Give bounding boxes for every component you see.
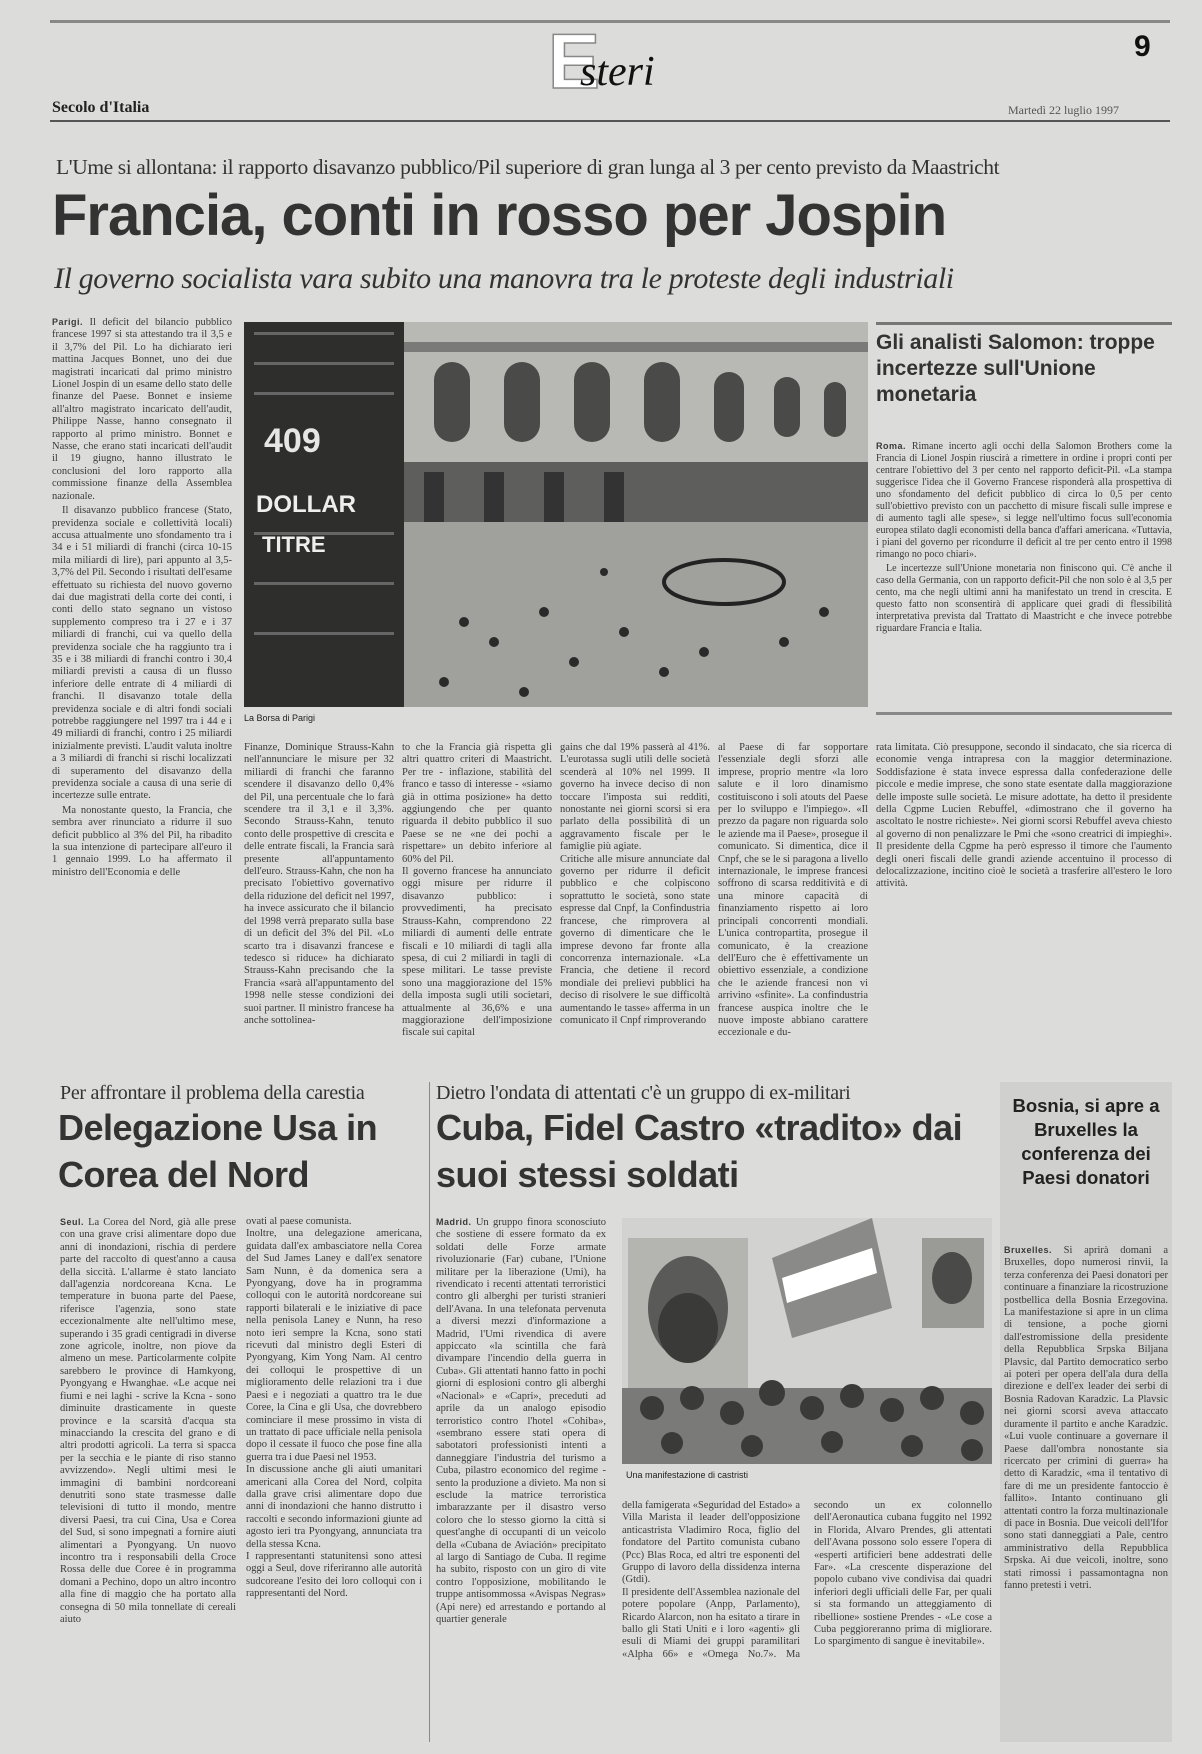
sidebar-top-rule <box>876 322 1172 325</box>
sidebar-bottom-rule <box>876 712 1172 715</box>
bosnia-body <box>1004 1244 1168 1740</box>
lead-headline: Francia, conti in rosso per Jospin <box>52 183 947 248</box>
lead-subhead: Il governo socialista vara subito una manovra tra le proteste degli industriali <box>54 262 954 295</box>
korea-headline: Delegazione Usa in Corea del Nord <box>58 1107 378 1195</box>
korea-column-1 <box>60 1216 236 1740</box>
bosnia-text: Si aprirà domani a Bruxelles, dopo numerosi rinvii, la terza conferenza dei Paesi donatori per continuare a finanziare la ricostruzione postbellica della Bosnia Erzegovina. La manifestazione si apre in un clima di tensione, a poche giorni dall'estromissione della presidente della Repubblica Srpska Biljana Plavsic, dal Partito democratico serbo ai poteri per opera dell'ala dura della direzione e dell'ex leader dei serbi di Bosnia Radovan Karadzic. La Plavsic nei giorni scorsi aveva attaccato duramente il partito e anche Karadzic. «Lui vuole continuare a governare il Paese dall'ombra nonostante sia ricercato per crimini di guerra» ha detto di Karadzic, «ma il tentativo di fare di me un presidente fantoccio è fallito». Intanto continuano gli attentati contro la forza multinazionale di pace in Bosnia. Due veicoli dell'Ifor sono stati danneggiati a Pale, centro amministrativo della Repubblica Srpska. Ai due veicoli, inoltre, sono stati rimossi i passamontagna non fanno pretesti i vetri. <box>1004 1245 1168 1591</box>
section-title <box>548 17 688 105</box>
castro-photo-caption: Una manifestazione di castristi <box>626 1470 749 1480</box>
lead-column-2: Finanze, Dominique Strauss-Kahn nell'annunciare le misure per 32 miliardi di franchi che faranno scendere il disavanzo dello 0,4% del Pil, una percentuale che lo farà scendere tra il 3,1 e il 3,3%. Secondo Strauss-Kahn, tenuto conto delle prospettive di crescita e delle entrate fiscali, la Francia sarà presente all'appuntamento dell'euro. Strauss-Kahn, che non ha precisato l'obiettivo governativo della riduzione del deficit nel 1997, ha invece assicurato che il bilancio del 1998 verrà preparato sulla base di un deficit del 3% del Pil. «Lo scarto tra i disavanzi francese e tedesco si riduce» ha dichiarato Strauss-Kahn precisando che la Francia «sarà all'appuntamento del 1998 nelle stesse condizioni dei suoi partner. Il ministro francese ha anche sottolinea- <box>244 742 394 1026</box>
lead-column-5: al Paese di far sopportare l'essenziale degli sforzi alle imprese, proprio mentre «la loro salute e il loro dinamismo costituiscono i soli atouts del Paese per lo sviluppo e l'impiego». «Il prezzo da pagare non riguarda solo le aziende ma il Paese», prosegue il comunicato. Si dimentica, dice il Cnpf, che se le si paragona a livello internazionale, le imprese francesi soffrono di scarsa redditività e di una minore capacità di finanziamento rispetto ai loro principali concorrenti mondiali. L'unica contropartita, prosegue il comunicato, è la creazione dell'Euro che è effettivamente un obiettivo essenziale, a condizione che le aziende francesi non vi arrivino «sfinite». La confindustria francese auspica inoltre che le nuove imposte abbiano carattere eccezionale e du- <box>718 742 868 1039</box>
cuba-dateline: Madrid. <box>436 1217 472 1227</box>
masthead-rule <box>50 120 1170 122</box>
sidebar-text-2: Le incertezze sull'Unione monetaria non finiscono qui. C'è anche il caso della Germania, con un rapporto deficit-Pil che non solo è al 3,5 per cento, ma che negli ultimi anni ha manifestato un trend in crescita. E questo fatto non sconsentirà di applicare quei gradi di flessibilità interpretativa prevista dal Trattato di Maastricht e che invece potrebbe riguardare Francia e Italia. <box>876 563 1172 634</box>
cuba-column-1 <box>436 1216 606 1740</box>
lead-text-1: Il deficit del bilancio pubblico francese 1997 si sta attestando tra il 3,5 e il 3,7% del Pil. Lo ha dichiarato ieri mattina Jacques Bonnet, uno dei due magistrati incaricati dal primo ministro Lionel Jospin di un esame dello stato delle finanze del Paese. Bonnet e insieme all'altro magistrato incaricato dell'audit, Philippe Nasse, hanno consegnato il rapporto al primo ministro. Bonnet e Nasse, che erano stati incaricati dell'audit il 19 giugno, hanno illustrato le conclusioni del loro rapporto alla commissione finanze della Assemblea nazionale. <box>52 317 232 502</box>
lead-text-2: Il disavanzo pubblico francese (Stato, previdenza sociale e collettività locali) accusa attualmente uno sfondamento tra i 34 e i 51 miliardi di franchi (circa 10-15 mila miliardi di lire), pari appunto al 3,5-3,7% del Pil. Secondo i risultati dell'esame effettuato su richiesta del nuovo governo dai due magistrati della corte dei conti, i conti dello stato segnano un vistoso supplemento compreso tra i 27 e i 37 miliardi di franchi, cui va quello della previdenza sociale che ha raggiunto tra i 35 e i 38 miliardi di franchi contro i 30,4 miliardi previsti a causa di un flusso inferiore delle entrate di 4 miliardi di franchi. Il disavanzo totale della previdenza sociale e di altri fondi sociali potrebbe raggiungere nel 1997 tra i 44 e i 49 miliardi di franchi, contro i 25 miliardi inizialmente previsti. L'audit valuta inoltre a 3 miliardi di franchi si rischi localizzati di superamento del disavanzo della previdenza sociale a causa di una serie di incertezze sulle entrate. <box>52 505 232 802</box>
lead-column-1 <box>52 316 232 1060</box>
sidebar-body <box>876 440 1172 702</box>
korea-text-1: La Corea del Nord, già alle prese con una grave crisi alimentare dopo due anni di inondazioni, rischia di perdere parte del raccolto di quest'anno a causa della siccità. L'allarme è stato lanciato dall'agenzia nordcoreana Kcna. Le temperature in buona parte del Paese, riferisce l'agenzia, sono state eccezionalmente alte nell'ultimo mese, superando i 35 gradi centigradi in diverse zone agricole, inoltre, non piove da almeno un mese. Particolarmente colpite sarebbero le province di Hamkyong, Pyongyang e Hwanghae. «Le acque nei fiumi e nei laghi - scrive la Kcna - sono diminuite drasticamente in queste province e la scarsità d'acqua sta minacciando la crescita del grano e di altri prodotti agricoli. La terra si spacca per la secchia e le piante di riso stanno avvizzendo». Negli ultimi mesi le immagini di bambini nordcoreani denutriti sono state trasmesse dalle televisioni di tutto il mondo, mentre diversi Paesi, tra cui Cina, Usa e Corea del Sud, si sono impegnati a fornire aiuti alimentari a Pyongyang. Un nuovo incontro tra i responsabili della Croce Rossa delle due Coree è in programma domani a Pechino, dopo un altro incontro alla fine di maggio che ha portato alla consegna di 50 mila tonnellate di cereali aiuto <box>60 1217 236 1625</box>
borsa-photo-image <box>244 322 868 707</box>
sidebar-text-1: Rimane incerto agli occhi della Salomon Brothers come la Francia di Lionel Jospin riuscirà a rimettere in ordine i propri conti per centrare l'obiettivo del 3 per cento nel rapporto deficit-Pil. «La stampa suggerisce l'idea che il Governo Francese risponderà alla prospettiva di uno sfondamento del deficit pubblico di circa lo 0,5 per cento sull'obiettivo previsto con un pacchetto di misure fiscali sulle imprese e di aumento tagli alle spese», si legge nell'ultimo focus sull'economia europea stilato dagli economisti della banca d'affari americana. «Tuttavia, i piani del governo per ricondurre il deficit al tre per cento entro il 1998 rimango no poco chiari». <box>876 441 1172 560</box>
bosnia-dateline: Bruxelles. <box>1004 1245 1053 1255</box>
lead-text-3: Ma nonostante questo, la Francia, che sembra aver rinunciato a ridurre il suo deficit pubblico al 3% del Pil, ha ribadito la sua intenzione di partecipare all'euro il 1 gennaio 1999. Lo ha affermato il ministro dell'Economia e delle <box>52 804 232 878</box>
cuba-kicker: Dietro l'ondata di attentati c'è un gruppo di ex-militari <box>436 1082 851 1104</box>
cuba-headline: Cuba, Fidel Castro «tradito» dai suoi stessi soldati <box>436 1107 963 1195</box>
borsa-photo-caption: La Borsa di Parigi <box>244 713 316 723</box>
borsa-photo <box>244 322 868 707</box>
board-text-1: 409 <box>264 422 321 460</box>
paper-name: Secolo d'Italia <box>52 99 150 116</box>
lead-column-6: rata limitata. Ciò presuppone, secondo il sindacato, che sia ricerca di economie venga intrapresa con la maggior determinazione. Soddisfazione è stata invece espressa dalla confederazione delle piccole e medie imprese, che sono state esentate dalla maggiorazione delle imposte sulle società. Le misure adottate, ha detto il presidente della Cgpme Lucien Rebuffel, «dimostrano che il governo ha ascoltato le nostre richieste». Nei giorni scorsi Rebuffel aveva chiesto al governo di non penalizzare le Pmi che «sono creatrici di impieghi». Il presidente della Cgpme ha però espresso il timore che l'aumento degli oneri fiscali delle grandi aziende accentuino il processo di delocalizzazione, incitino cioè le società a trasferire all'estero le loro attività. <box>876 742 1172 890</box>
korea-cuba-divider <box>429 1082 430 1742</box>
korea-column-2: ovati al paese comunista. Inoltre, una delegazione americana, guidata dall'ex ambasciatore nella Corea del Sud James Laney e dall'ex senatore Sam Nunn, è da domenica sera a Pyongyang, dove ha in programma colloqui con le autorità nordcoreane sui rapporti bilaterali e le iniziative di pace nella penisola Laney e Nunn, ha reso noto ieri sempre la Kcna, sono stati ricevuti dal ministro degli Esteri di Pyongyang, Kim Yong Nam. Al centro dei colloqui le prospettive di un miglioramento delle relazioni tra i due Paesi e i negoziati a quattro tra le due Coree, la Cina e gli Usa, che dovrebbero cominciare il mese prossimo in vista di un trattato di pace ufficiale nella penisola dopo il cessate il fuoco che pose fine alla guerra tra i due Paesi nel 1953. In discussione anche gli aiuti umanitari americani alla Corea del Nord, colpita dalla grave crisi alimentare dopo due anni di inondazioni che hanno distrutto i raccolti e secondo informazioni giunte ad agosto ieri tra Pyongyang, annunciata tra della stessa Kcna. I rappresentanti statunitensi sono attesi oggi a Seul, dove riferiranno alle autorità sudcoreane l'esito dei loro colloqui con i rappresentanti del Nord. <box>246 1216 422 1600</box>
sidebar-dateline: Roma. <box>876 441 907 451</box>
lead-kicker: L'Ume si allontana: il rapporto disavanzo pubblico/Pil superiore di gran lunga al 3 per cento previsto da Maastricht <box>56 155 1000 179</box>
lead-column-4: gains che dal 19% passerà al 41%. L'eurotassa sugli utili delle società scenderà al 10% nel 1999. Il governo ha invece deciso di non toccare l'imposta sui redditi, nonostante nei giorni scorsi si era parlato della possibilità di un aggravamento fiscale per le famiglie più agiate. Critiche alle misure annunciate dal governo per ridurre il deficit pubblico e che colpiscono soprattutto le società, sono state espresse dal Cnpf, la Confindustria francese, che rimprovera al governo di dimenticare che le imprese devono far fronte alla concorrenza internazionale. «La Francia, che detiene il record mondiale dei prelievi pubblici ha deciso di risolvere le sue difficoltà aumentando le tasse» afferma in un comunicato il Cnpf rimproverando <box>560 742 710 1026</box>
cuba-column-2: della famigerata «Seguridad del Estado» a Villa Marista il leader dell'opposizione anticastrista Vladimiro Roca, figlio del fondatore del Partito comunista cubano (Pcc) Blas Roca, ed altri tre esponenti del Gruppo di lavoro della dissidenza interna (Gtdi). Il presidente dell'Assemblea nazionale del potere popolare (Anpp, Parlamento), Ricardo Alarcon, non ha esitato a tirare in ballo gli Stati Uniti e i loro «agenti» gli esuli di Miami dei gruppi paramilitari «Alpha 66» e «Omega No.7». Ma secondo un ex colonnello dell'Aeronautica cubana fuggito nel 1992 in Florida, Alvaro Prendes, gli attentati dell'Avana possono solo essere l'opera di «esperti artificieri bene addestrati delle Far». «La crescente disperazione del popolo cubano vive condivisa dai quadri inferiori degli ufficiali delle Far, per quali si sta formando un atteggiamento di ribellione» sostiene Prendes - «Le cose a Cuba peggioreranno prima di migliorare. Lo spargimento di sangue è inevitabile». <box>622 1500 992 1660</box>
castro-photo <box>622 1218 992 1464</box>
sidebar-headline: Gli analisti Salomon: troppe incertezze sull'Unione monetaria <box>876 331 1155 406</box>
korea-dateline: Seul. <box>60 1217 85 1227</box>
issue-date: Martedì 22 luglio 1997 <box>1008 103 1119 117</box>
board-text-2: DOLLAR <box>256 491 356 518</box>
bosnia-headline: Bosnia, si apre a Bruxelles la conferenza dei Paesi donatori <box>1012 1095 1160 1188</box>
castro-photo-image <box>622 1218 992 1464</box>
section-initial: E <box>548 17 601 105</box>
korea-kicker: Per affrontare il problema della carestia <box>60 1082 365 1104</box>
lead-dateline: Parigi. <box>52 317 84 327</box>
board-text-3: TITRE <box>262 532 326 557</box>
lead-column-3: to che la Francia già rispetta gli altri quattro criteri di Maastricht. Per tre - inflazione, stabilità del franco e tasso di interesse - «siamo già in ottima posizione» ha detto aggiungendo che per quanto riguarda il debito pubblico il suo Paese se ne «ne dei pochi a rispettare» un debito inferiore al 60% del Pil. Il governo francese ha annunciato oggi misure per ridurre il disavanzo pubblico: i provvedimenti, ha precisato Strauss-Kahn, comprendono 22 miliardi di aumenti delle entrate fiscali e 10 miliardi di tagli alla spesa, di cui 2 miliardi in tagli di spese militari. Le tasse previste sono una maggiorazione del 15% della imposta sugli utili societari, attualmente al 36,6% e una maggiorazione dell'imposizione fiscale sui capital <box>402 742 552 1039</box>
section-rest: steri <box>580 49 655 95</box>
cuba-text-1: Un gruppo finora sconosciuto che sostiene di essere formato da ex soldati delle Forze armate rivoluzionarie (Far) cubane, l'Unione militare per la liberazione (Umi), ha rivendicato i recenti attentati terroristici contro gli alberghi per turisti stranieri dell'Avana. In una telefonata pervenuta a diversi mezzi d'informazione a Madrid, l'Umi rivendica di avere appiccato «la scintilla che farà divampare l'incendio della guerra in Cuba». Gli attentati hanno fatto in pochi giorni di esplosioni contro gli alberghi «Nacional» e «Capri», preceduti ad aprile da un analogo episodio terroristico contro l'hotel «Cohiba», «sembrano essere stati opera di sabotatori professionisti intenti a danneggiare l'industria del turismo a Cuba, pilastro economico del regime - sento la produzione a divieto. Ma non si esclude la matrice terroristica imbarazzante per il disastro verso coloro che lo stesso giorno la città si quest'anghe di occupanti di un veicolo della «Cubana de Aviación» precipitato al largo di Santiago de Cuba. Il regime ha subito, risposto con un giro di vite contro l'opposizione, mobilitando le truppe antisommossa «Avispas Negras» (Api nere) ed arrestando e portando al quartier generale <box>436 1217 606 1625</box>
page-number: 9 <box>1134 30 1151 63</box>
top-rule <box>50 20 1170 23</box>
